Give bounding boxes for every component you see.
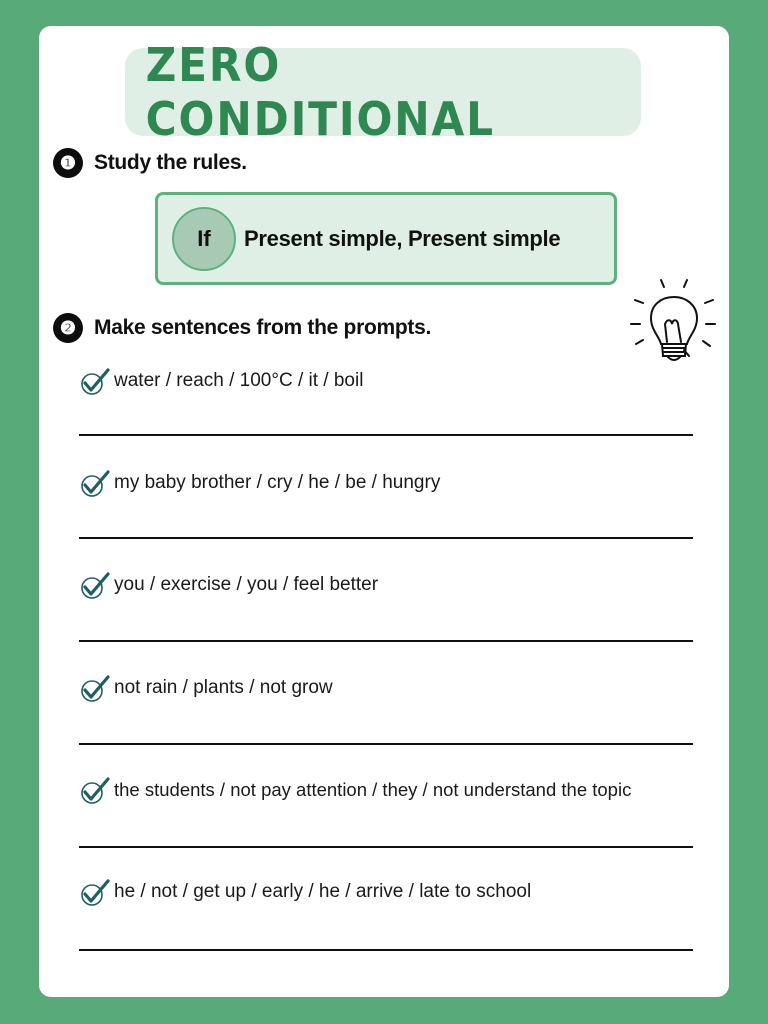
section-1-number: ❶	[53, 148, 83, 178]
rule-text: Present simple, Present simple	[244, 225, 561, 251]
answer-line[interactable]	[79, 640, 693, 642]
checkmark-icon	[79, 775, 111, 805]
title-banner	[125, 38, 641, 146]
section-1-heading	[53, 148, 247, 178]
answer-line[interactable]	[79, 537, 693, 539]
section-2-title: Make sentences from the prompts.	[94, 316, 431, 339]
checkmark-icon	[79, 877, 111, 907]
checkmark-icon	[79, 468, 111, 498]
answer-line[interactable]	[79, 949, 693, 951]
checkmark-icon	[79, 673, 111, 703]
checkmark-icon	[79, 570, 111, 600]
section-1-title: Study the rules.	[94, 151, 247, 174]
prompt-text: not rain / plants / not grow	[114, 677, 333, 698]
answer-line[interactable]	[79, 743, 693, 745]
prompt-text: he / not / get up / early / he / arrive / late to school	[114, 881, 532, 902]
checkmark-icon	[79, 366, 111, 396]
section-2-number: ❷	[53, 313, 83, 343]
prompt-item	[79, 770, 719, 810]
prompt-item	[79, 668, 719, 708]
lightbulb-icon	[625, 274, 721, 374]
prompt-text: my baby brother / cry / he / be / hungry	[114, 472, 441, 493]
page-title: ZERO CONDITIONAL	[145, 38, 495, 146]
prompt-item	[79, 872, 719, 912]
prompt-item	[79, 463, 719, 503]
worksheet	[39, 26, 729, 997]
prompt-item	[79, 565, 719, 605]
answer-line[interactable]	[79, 846, 693, 848]
answer-line[interactable]	[79, 434, 693, 436]
if-badge: If	[172, 207, 236, 271]
rule-box	[155, 192, 617, 285]
prompt-text: the students / not pay attention / they / not understand the topic	[114, 779, 632, 800]
prompt-text: you / exercise / you / feel better	[114, 574, 379, 595]
section-2-heading	[53, 313, 431, 343]
prompt-text: water / reach / 100°C / it / boil	[114, 370, 364, 391]
prompt-item	[79, 361, 719, 401]
